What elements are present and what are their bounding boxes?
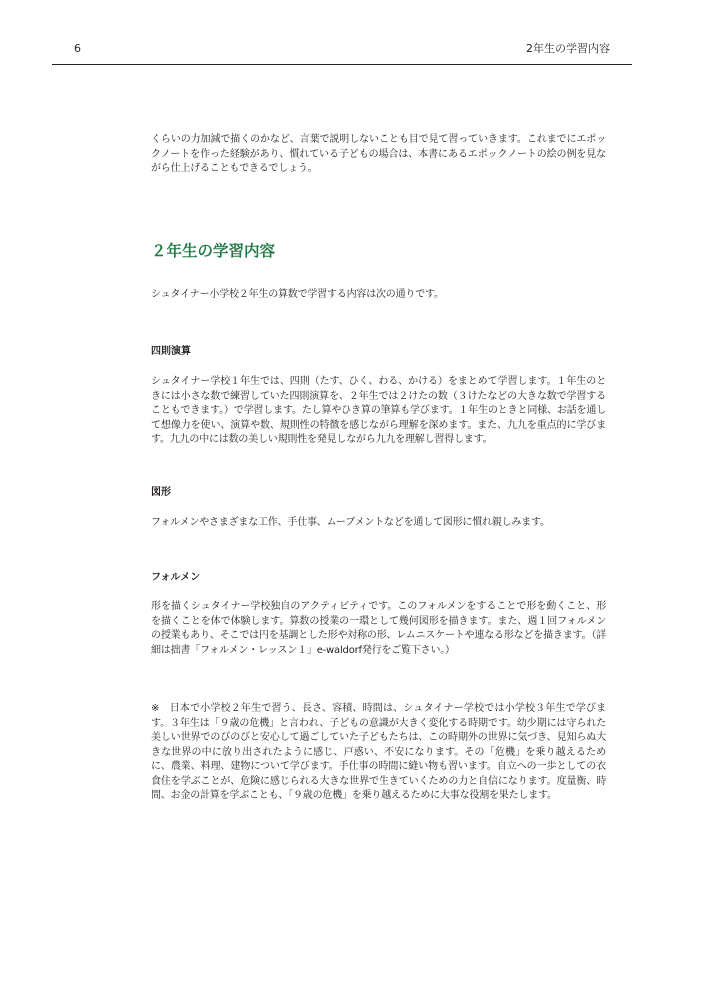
shapes-paragraph: フォルメンやさまざまな工作、手仕事、ムーブメントなどを通して図形に慣れ親しみます。 bbox=[151, 517, 550, 528]
formen-paragraph: 形を描くシュタイナー学校独自のアクティビティです。このフォルメンをすることで形を動くこと、形を描くことを体で体験します。算数の授業の一環として幾何図形を描きます。また、週１回フォルメンの授業もあり、そこでは円を基調とした形や対称の形、レムニスケートや連なる形などを描きます。（詳細は拙書「フォルメン・レッスン１」e-waldorf発行をご覧下さい。） bbox=[151, 601, 606, 656]
subheading-formen: フォルメン bbox=[151, 572, 201, 583]
page-header bbox=[52, 40, 632, 65]
section-lead: シュタイナー小学校２年生の算数で学習する内容は次の通りです。 bbox=[151, 289, 444, 300]
intro-paragraph: くらいの力加減で描くのかなど、言葉で説明しないことも目で見て習っていきます。これまでにエポックノートを作った経験があり、慣れている子どもの場合は、本書にあるエポックノートの絵の例を見ながら仕上げることもできるでしょう。 bbox=[151, 134, 606, 174]
arithmetic-paragraph: シュタイナー学校１年生では、四則（たす、ひく、わる、かける）をまとめて学習します。１年生のときには小さな数で練習していた四則演算を、２年生では２けたの数（３けたなどの大きな数で学習することもできます。）で学習します。たし算やひき算の筆算も学びます。１年生のときと同様、お話を通して想像力を使い、演算や数、規則性の特徴を感じながら理解を深めます。また、九九を重点的に学びます。九九の中には数の美しい規則性を発見しながら九九を理解し習得します。 bbox=[151, 376, 606, 445]
running-title: 2年生の学習内容 bbox=[526, 42, 610, 55]
section-title: ２年生の学習内容 bbox=[151, 242, 276, 260]
subheading-shapes: 図形 bbox=[151, 487, 171, 498]
subheading-arithmetic: 四則演算 bbox=[151, 346, 191, 357]
note-paragraph: ※ 日本で小学校２年生で習う、長さ、容積、時間は、シュタイナー学校では小学校３年生で学びます。３年生は「９歳の危機」と言われ、子どもの意識が大きく変化する時期です。幼少期には守られた美しい世界でのびのびと安心して過ごしていた子どもたちは、この時期外の世界に気づき、見知らぬ大きな世界の中に放り出されたように感じ、戸惑い、不安になります。その「危機」を乗り越えるために、農業、料理、建物について学びます。手仕事の時間に縫い物も習います。自立への一歩としての衣食住を学ぶことが、危険に感じられる大きな世界で生きていくための力と自信になります。度量衡、時間、お金の計算を学ぶことも、「９歳の危機」を乗り越えるために大事な役割を果たします。 bbox=[151, 703, 606, 801]
page-number: 6 bbox=[74, 42, 81, 55]
